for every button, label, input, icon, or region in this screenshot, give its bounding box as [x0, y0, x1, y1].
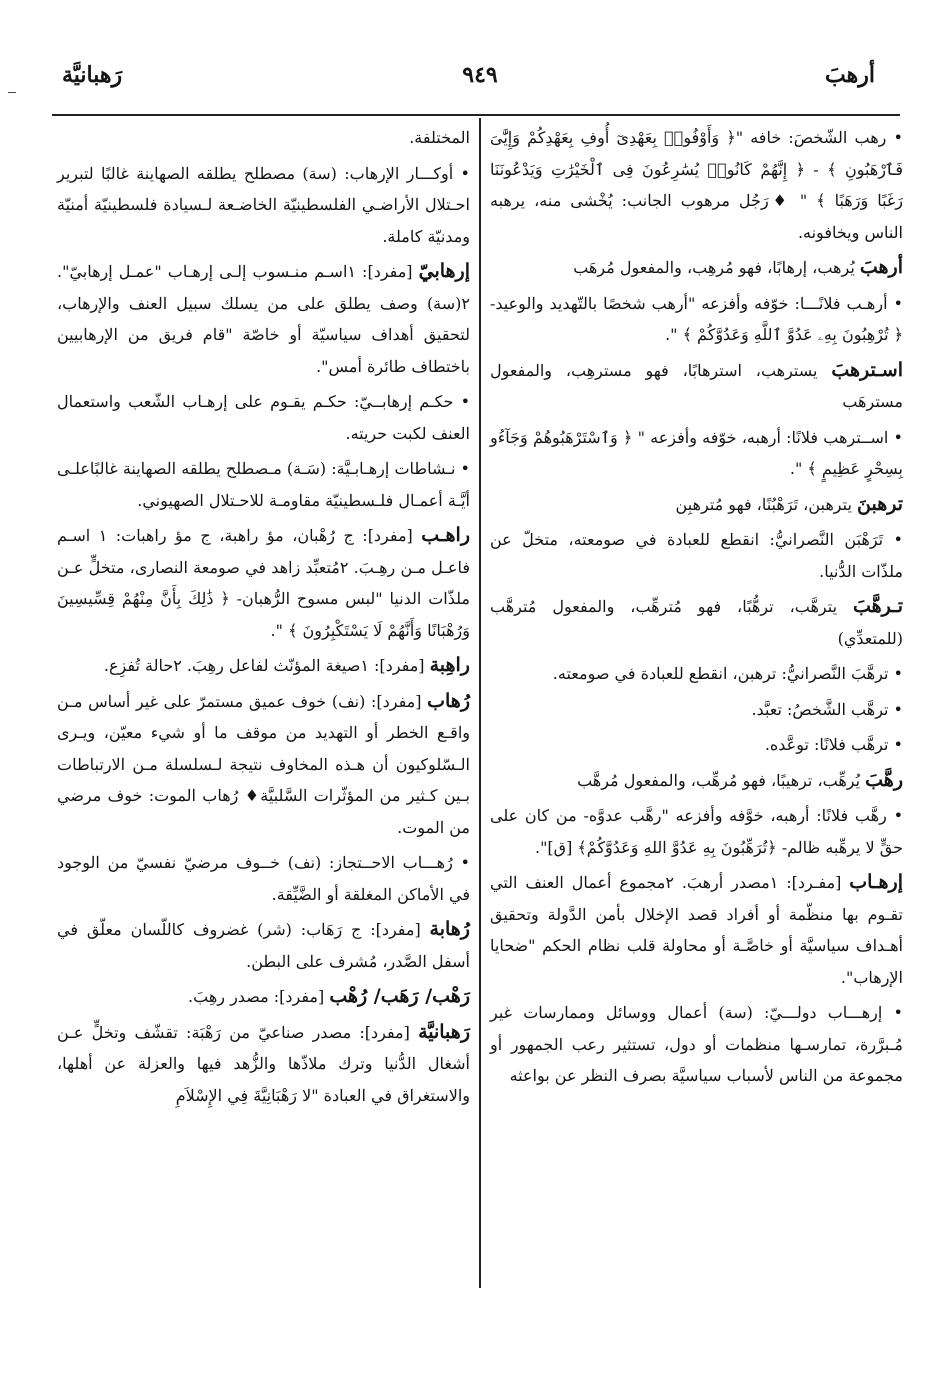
- entry-text: [مفرد]: مصدر رهِبَ.: [188, 987, 325, 1006]
- entry-text: [مفرد]: (نف) خوف عميق مستمرّ على غير أساس مـن واقـع الخطر أو التهديد من موقف ما أو شيء معيّن، ويـرى الـسّلوكيون أن هـذه المخاوف نتيجة لـسلسلة مـن الارتباطات بـين كـثير من المؤثّرات السَّلبيَّة♦ رُهاب الموت: خوف مرضي من الموت.: [57, 691, 470, 837]
- sub-entry: [490, 122, 903, 248]
- dictionary-entry: [57, 981, 470, 1013]
- entry-text: يُرهِّب، ترهيبًا، فهو مُرهِّب، والمفعول مُرهَّب: [577, 770, 861, 790]
- sub-entry: [490, 658, 903, 690]
- page-number: ٩٤٩: [462, 62, 498, 88]
- headword: تـرهَّبَ: [852, 595, 903, 617]
- entry-text: اســترهب فلانًا: أرهبه، خوّفه وأفزعه " ﴿ وَٱسْتَرْهَبُوهُمْ وَجَآءُو بِسِحْرٍ عَظِيمٍ ﴾ ".: [490, 427, 903, 478]
- dictionary-entry: [57, 520, 470, 646]
- sub-entry: [490, 288, 903, 351]
- dictionary-entry: [57, 1017, 470, 1112]
- entry-text: [مفرد]: ج رَهَاب: (شر) غضروف كاللّسان معلّق في أسفل الصَّدر، مُشرف على البطن.: [57, 920, 470, 971]
- dictionary-entry: [490, 591, 903, 654]
- headword: رُهابة: [429, 918, 470, 940]
- headword: رهَّبَ: [865, 768, 903, 791]
- headword: راهِبة: [429, 654, 470, 676]
- right-column: [490, 122, 903, 1096]
- entry-text: ترهَّب الشَّخصُ: تعبَّد.: [751, 699, 889, 719]
- headword: رُهاب: [427, 689, 470, 712]
- dictionary-entry: [490, 489, 903, 521]
- entry-text: [مفرد]: ١اسـم منـسوب إلـى إرهـاب "عمـل إرهابيّ". ٢(سة) وصف يطلق على من يسلك سبيل العنف والإرهاب، لتحقيق أهداف سياسيّة أو خاصّة "قام فريق من الإرهابيين باختطاف طائرة أمس".: [57, 262, 470, 376]
- entry-text: أوكـــار الإرهاب: (سة) مصطلح يطلقه الصهاينة غالبًا لتبرير احـتلال الأراضـي الفلسطينيّة الخاضـعة لـسيادة فلسطينيّة أمنيّة ومدنيّة كاملة.: [57, 163, 470, 246]
- entry-text: [مفرد]: مصدر صناعيّ من رَهْبَة: تقشّف وتخلٍّ عـن أشغال الدُّنيا وترك ملاذّها والزُّهد فيها والعزلة عن أهلها، والاستغراق في العبادة "لا رَهْبَانِيَّةَ فِي الإِسْلاَمِ: [57, 1022, 470, 1105]
- left-column: [57, 122, 470, 1115]
- entry-text: تَرَهْبَن النَّصرانيُّ: انقطع للعبادة في صومعته، متخلّ عن ملذّات الدُّنيا.: [490, 530, 903, 581]
- entry-text: [مفرد]: ج رُهْبان، مؤ راهبة، ج مؤ راهبات: ١ اسـم فاعـل مـن رهِـبَ. ٢مُتعبِّد زاهد في صومعة النصارى، متخلٍّ عـن ملذّات الدنيا "لبس مسوح الرُّهبان- ﴿ ذَٰلِكَ بِأَنَّ مِنْهُمْ قِسِّيسِينَ وَرُهْبَانًا وَأَنَّهُمْ لَا يَسْتَكْبِرُونَ ﴾ ".: [57, 526, 471, 640]
- entry-text: ترهَّب فلانًا: توعَّده.: [764, 735, 889, 754]
- dictionary-entry: [57, 686, 470, 844]
- header-rule: [52, 114, 900, 116]
- entry-text: إرهـــاب دولـــيّ: (سة) أعمال ووسائل وممارسات غير مُـبرَّرة، تمارسـها منظمات أو دول، تستثير رعب الجمهور أو مجموعة من الناس لأسباب سياسيَّة بصرف النظر عن بواعثه: [490, 1003, 903, 1085]
- headword: اسـترهبَ: [831, 358, 903, 381]
- continued-text: [57, 122, 470, 154]
- headword: ترهبنَ: [857, 492, 903, 515]
- column-divider: [479, 118, 481, 1288]
- dictionary-entry: [57, 914, 470, 977]
- headword: رَهبانيَّة: [418, 1020, 470, 1043]
- headword: أرهبَ: [859, 256, 903, 278]
- entry-text: رهب الشّخصَ: خافه "﴿ وَأَوْفُوا۟ بِعَهْدِىٓ أُوفِ بِعَهْدِكُمْ وَإِيَّٰىَ فَٱرْهَبُونِ ﴾ - ﴿ إِنَّهُمْ كَانُوا۟ يُسَٰرِعُونَ فِى ٱلْخَيْرَٰتِ وَيَدْعُونَنَا رَغَبًا وَرَهَبًا ﴾ " ♦رَجُل مرهوب الجانب: يُخْشى منه، يرهبه الناس ويخافونه.: [490, 128, 903, 242]
- entry-text: نـشاطات إرهـابـيَّة: (سَـة) مـصطلح يطلقه الصهاينة غالبًاعلـى أيَّـة أعمـال فلـسطينيّة مقاومـة للاحـتلال الصهيوني.: [57, 459, 470, 510]
- sub-entry: [57, 158, 470, 253]
- entry-text: يسترهب، استرهابًا، فهو مسترهِب، والمفعول مسترهَب: [490, 360, 903, 411]
- entry-text: رهَّب فلانًا: أرهبه، خوَّفه وأفزعه "رهَّب عدوَّه- من كان على حقٍّ لا يرهِّبه ظالم- ﴿تُرَهِّبُونَ بِهِ عَدُوَّ اللهِ وَعَدُوَّكُمْ﴾ [ق]".: [490, 806, 903, 857]
- entry-text: يترهبن، تَرَهْبُنًا، فهو مُترهبِن: [675, 494, 852, 514]
- sub-entry: [490, 694, 903, 726]
- entry-text: المختلفة.: [409, 128, 470, 147]
- dictionary-entry: [490, 252, 903, 284]
- entry-text: حكـم إرهابــيّ: حكـم يقـوم على إرهـاب الشّعب واستعمال العنف لكبت حريته.: [57, 392, 470, 443]
- dictionary-entry: [490, 867, 903, 993]
- entry-text: [مفرد]: ١صيغة المؤنّث لفاعل رهِبَ. ٢حالة تُفزِع.: [103, 656, 425, 675]
- header-first-word: أرهبَ: [825, 62, 875, 88]
- sub-entry: [490, 422, 903, 485]
- headword: راهـب: [421, 524, 470, 546]
- entry-text: يترهَّب، ترهُّبًا، فهو مُترهِّب، والمفعول مُترهَّب (للمتعدِّي): [490, 597, 903, 648]
- margin-mark: [8, 92, 16, 93]
- entry-text: أرهـب فلانًـــا: خوّفه وأفزعه "أرهب شخصًا بالتّهديد والوعيد- ﴿ تُرْهِبُونَ بِهِۦ عَدُوَّ ٱللَّهِ وَعَدُوَّكُمْ ﴾ ".: [490, 293, 903, 344]
- headword: إرهابيّ: [418, 260, 470, 282]
- dictionary-entry: [57, 650, 470, 682]
- entry-text: يُرهب، إرهابًا، فهو مُرهِب، والمفعول مُرهَب: [573, 258, 855, 277]
- dictionary-entry: [490, 765, 903, 797]
- header-last-word: رَهبانيَّة: [62, 62, 123, 88]
- sub-entry: [490, 729, 903, 761]
- sub-entry: [490, 524, 903, 587]
- entry-text: رُهـــاب الاحــتجاز: (نف) خــوف مرضيّ نفسيّ من الوجود في الأماكن المغلقة أو الضَّيِّقة.: [57, 853, 470, 904]
- sub-entry: [57, 386, 470, 449]
- headword: إرهـاب: [849, 871, 904, 893]
- entry-text: ترهَّبَ النَّصرانيُّ: ترهبن، انقطع للعبادة في صومعته.: [552, 664, 889, 683]
- sub-entry: [490, 800, 903, 863]
- headword: رَهْب/ رَهَب/ رُهْب: [329, 985, 470, 1007]
- sub-entry: [57, 847, 470, 910]
- sub-entry: [57, 453, 470, 516]
- sub-entry: [490, 997, 903, 1092]
- dictionary-entry: [57, 256, 470, 382]
- entry-text: [مفـرد]: ١مصدر أرهبَ. ٢مجموع أعمال العنف التي تقـوم بها منظّمة أو أفراد قصد الإخلال بأمن الدَّولة وتحقيق أهـداف سياسيَّة أو خاصَّـة أو محاولة قلب نظام الحكم "ضحايا الإرهاب".: [490, 873, 903, 987]
- dictionary-entry: [490, 355, 903, 418]
